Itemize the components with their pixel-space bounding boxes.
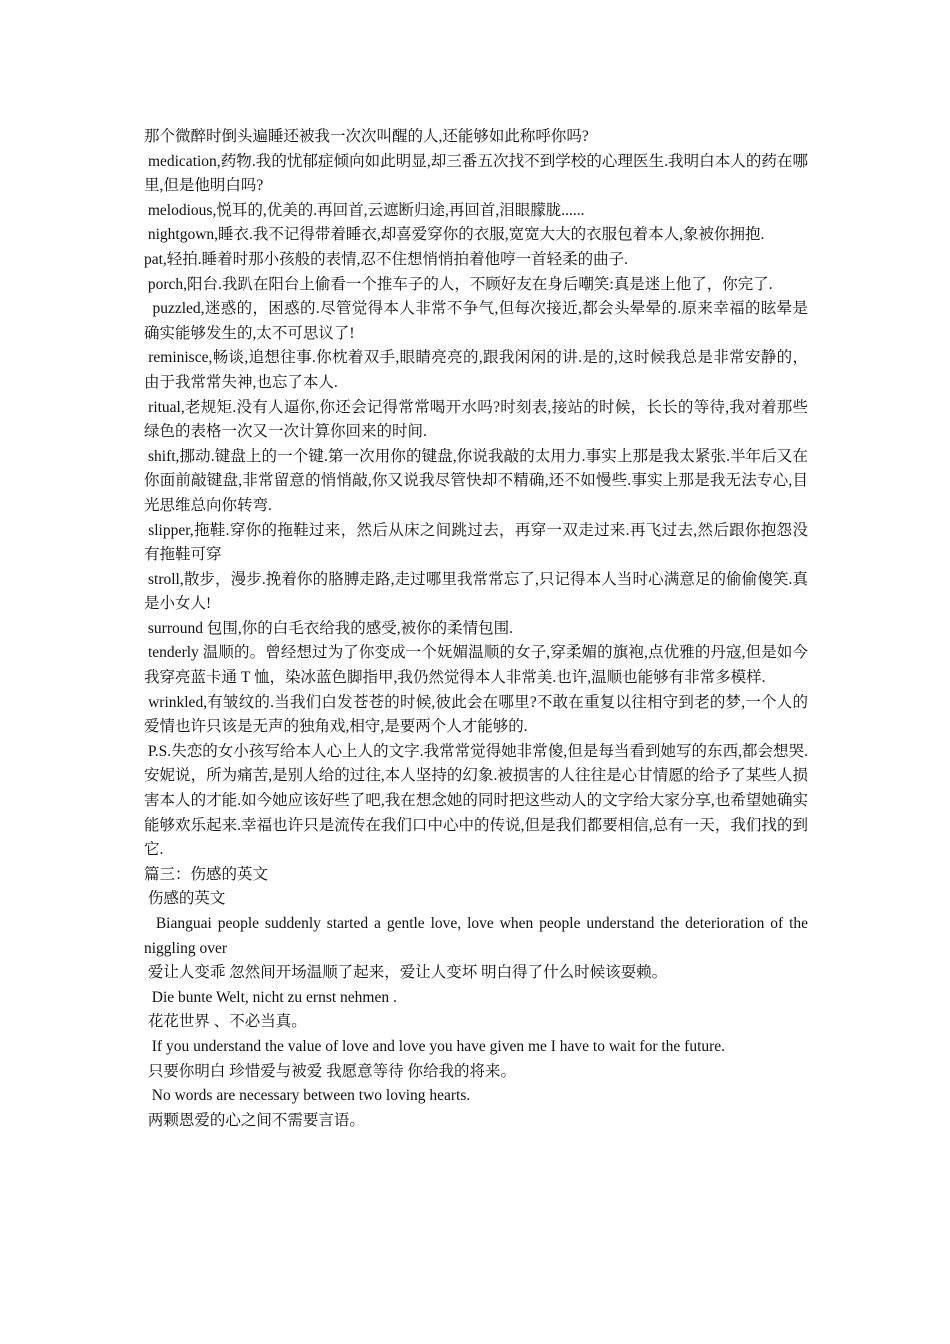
document-page	[144, 125, 812, 1133]
paragraph-medication: medication,药物.我的忧郁症倾向如此明显,却三番五次找不到学校的心理医生.我明白本人的药在哪里,但是他明白吗?	[144, 152, 808, 195]
quote-chinese-2: 花花世界 、不必当真。	[144, 1013, 307, 1031]
paragraph-shift: shift,挪动.键盘上的一个键.第一次用你的键盘,你说我敲的太用力.事实上那是我太紧张.半年后又在你面前敲键盘,非常留意的悄悄敲,你又说我尽管快却不精确,还不如慢些.事实上那是我无法专心,目光思维总向你转弯.	[144, 447, 808, 514]
paragraph-tenderly: tenderly 温顺的。曾经想过为了你变成一个妩媚温顺的女子,穿柔媚的旗袍,点优雅的丹寇,但是如今我穿亮蓝卡通 T 恤，染冰蓝色脚指甲,我仍然觉得本人非常美.也许,温顺也能够有非常多模样.	[144, 644, 808, 687]
quote-chinese-1: 爱让人变乖 忽然间开场温顺了起来，爱让人变坏 明白得了什么时候该耍赖。	[144, 964, 668, 982]
paragraph-puzzled: puzzled,迷惑的，困惑的.尽管觉得本人非常不争气,但每次接近,都会头晕晕的.原来幸福的眩晕是确实能够发生的,太不可思议了!	[144, 300, 809, 342]
paragraph-porch: porch,阳台.我趴在阳台上偷看一个推车子的人，不顾好友在身后嘲笑:真是迷上他了，你完了.	[144, 275, 773, 293]
quote-german-2: Die bunte Welt, nicht zu ernst nehmen .	[144, 988, 397, 1006]
paragraph-intro: 那个微醉时倒头遍睡还被我一次次叫醒的人,还能够如此称呼你吗?	[144, 128, 589, 145]
quote-english-3: If you understand the value of love and love you have given me I have to wait for the future.	[144, 1037, 726, 1055]
quote-english-4: No words are necessary between two loving hearts.	[144, 1087, 471, 1105]
quote-english-1: Bianguai people suddenly started a gentle love, love when people understand the deterioration of the niggling over	[144, 915, 812, 957]
paragraph-wrinkled: wrinkled,有皱纹的.当我们白发苍苍的时候,彼此会在哪里?不敢在重复以往相守到老的梦,一个人的爱情也许只该是无声的独角戏,相守,是要两个人才能够的.	[144, 693, 808, 736]
paragraph-reminisce: reminisce,畅谈,追想往事.你枕着双手,眼睛亮亮的,跟我闲闲的讲.是的,这时候我总是非常安静的，由于我常常失神,也忘了本人.	[144, 349, 808, 391]
paragraph-stroll: stroll,散步，漫步.挽着你的胳膊走路,走过哪里我常常忘了,只记得本人当时心满意足的偷偷傻笑.真是小女人!	[144, 570, 809, 613]
paragraph-ps: P.S.失恋的女小孩写给本人心上人的文字.我常常觉得她非常傻,但是每当看到她写的东西,都会想哭.安妮说，所为痛苦,是别人给的过往,本人坚持的幻象.被损害的人往往是心甘情愿的给予了某些人损害本人的才能.如今她应该好些了吧,我在想念她的同时把这些动人的文字给大家分享,也希望她确实能够欢乐起来.幸福也许只是流传在我们口中心中的传说,但是我们都要相信,总有一天，我们找的到它.	[144, 742, 808, 859]
quote-chinese-4: 两颗恩爱的心之间不需要言语。	[144, 1111, 365, 1129]
paragraph-nightgown: nightgown,睡衣.我不记得带着睡衣,却喜爱穿你的衣服,宽宽大大的衣服包着本人,象被你拥抱.	[144, 226, 765, 244]
section-subtitle: 伤感的英文	[144, 890, 226, 908]
paragraph-melodious: melodious,悦耳的,优美的.再回首,云遮断归途,再回首,泪眼朦胧......	[144, 201, 585, 219]
section-heading: 篇三：伤感的英文	[144, 865, 269, 883]
paragraph-pat: pat,轻拍.睡着时那小孩般的表情,忍不住想悄悄拍着他哼一首轻柔的曲子.	[144, 250, 628, 268]
paragraph-ritual: ritual,老规矩.没有人逼你,你还会记得常常喝开水吗?时刻表,接站的时候，长长的等待,我对着那些绿色的表格一次又一次计算你回来的时间.	[144, 398, 809, 441]
paragraph-slipper: slipper,拖鞋.穿你的拖鞋过来，然后从床之间跳过去，再穿一双走过来.再飞过去,然后跟你抱怨没有拖鞋可穿	[144, 521, 808, 564]
paragraph-surround: surround 包围,你的白毛衣给我的感受,被你的柔情包围.	[144, 619, 513, 637]
quote-chinese-3: 只要你明白 珍惜爱与被爱 我愿意等待 你给我的将来。	[144, 1062, 517, 1080]
